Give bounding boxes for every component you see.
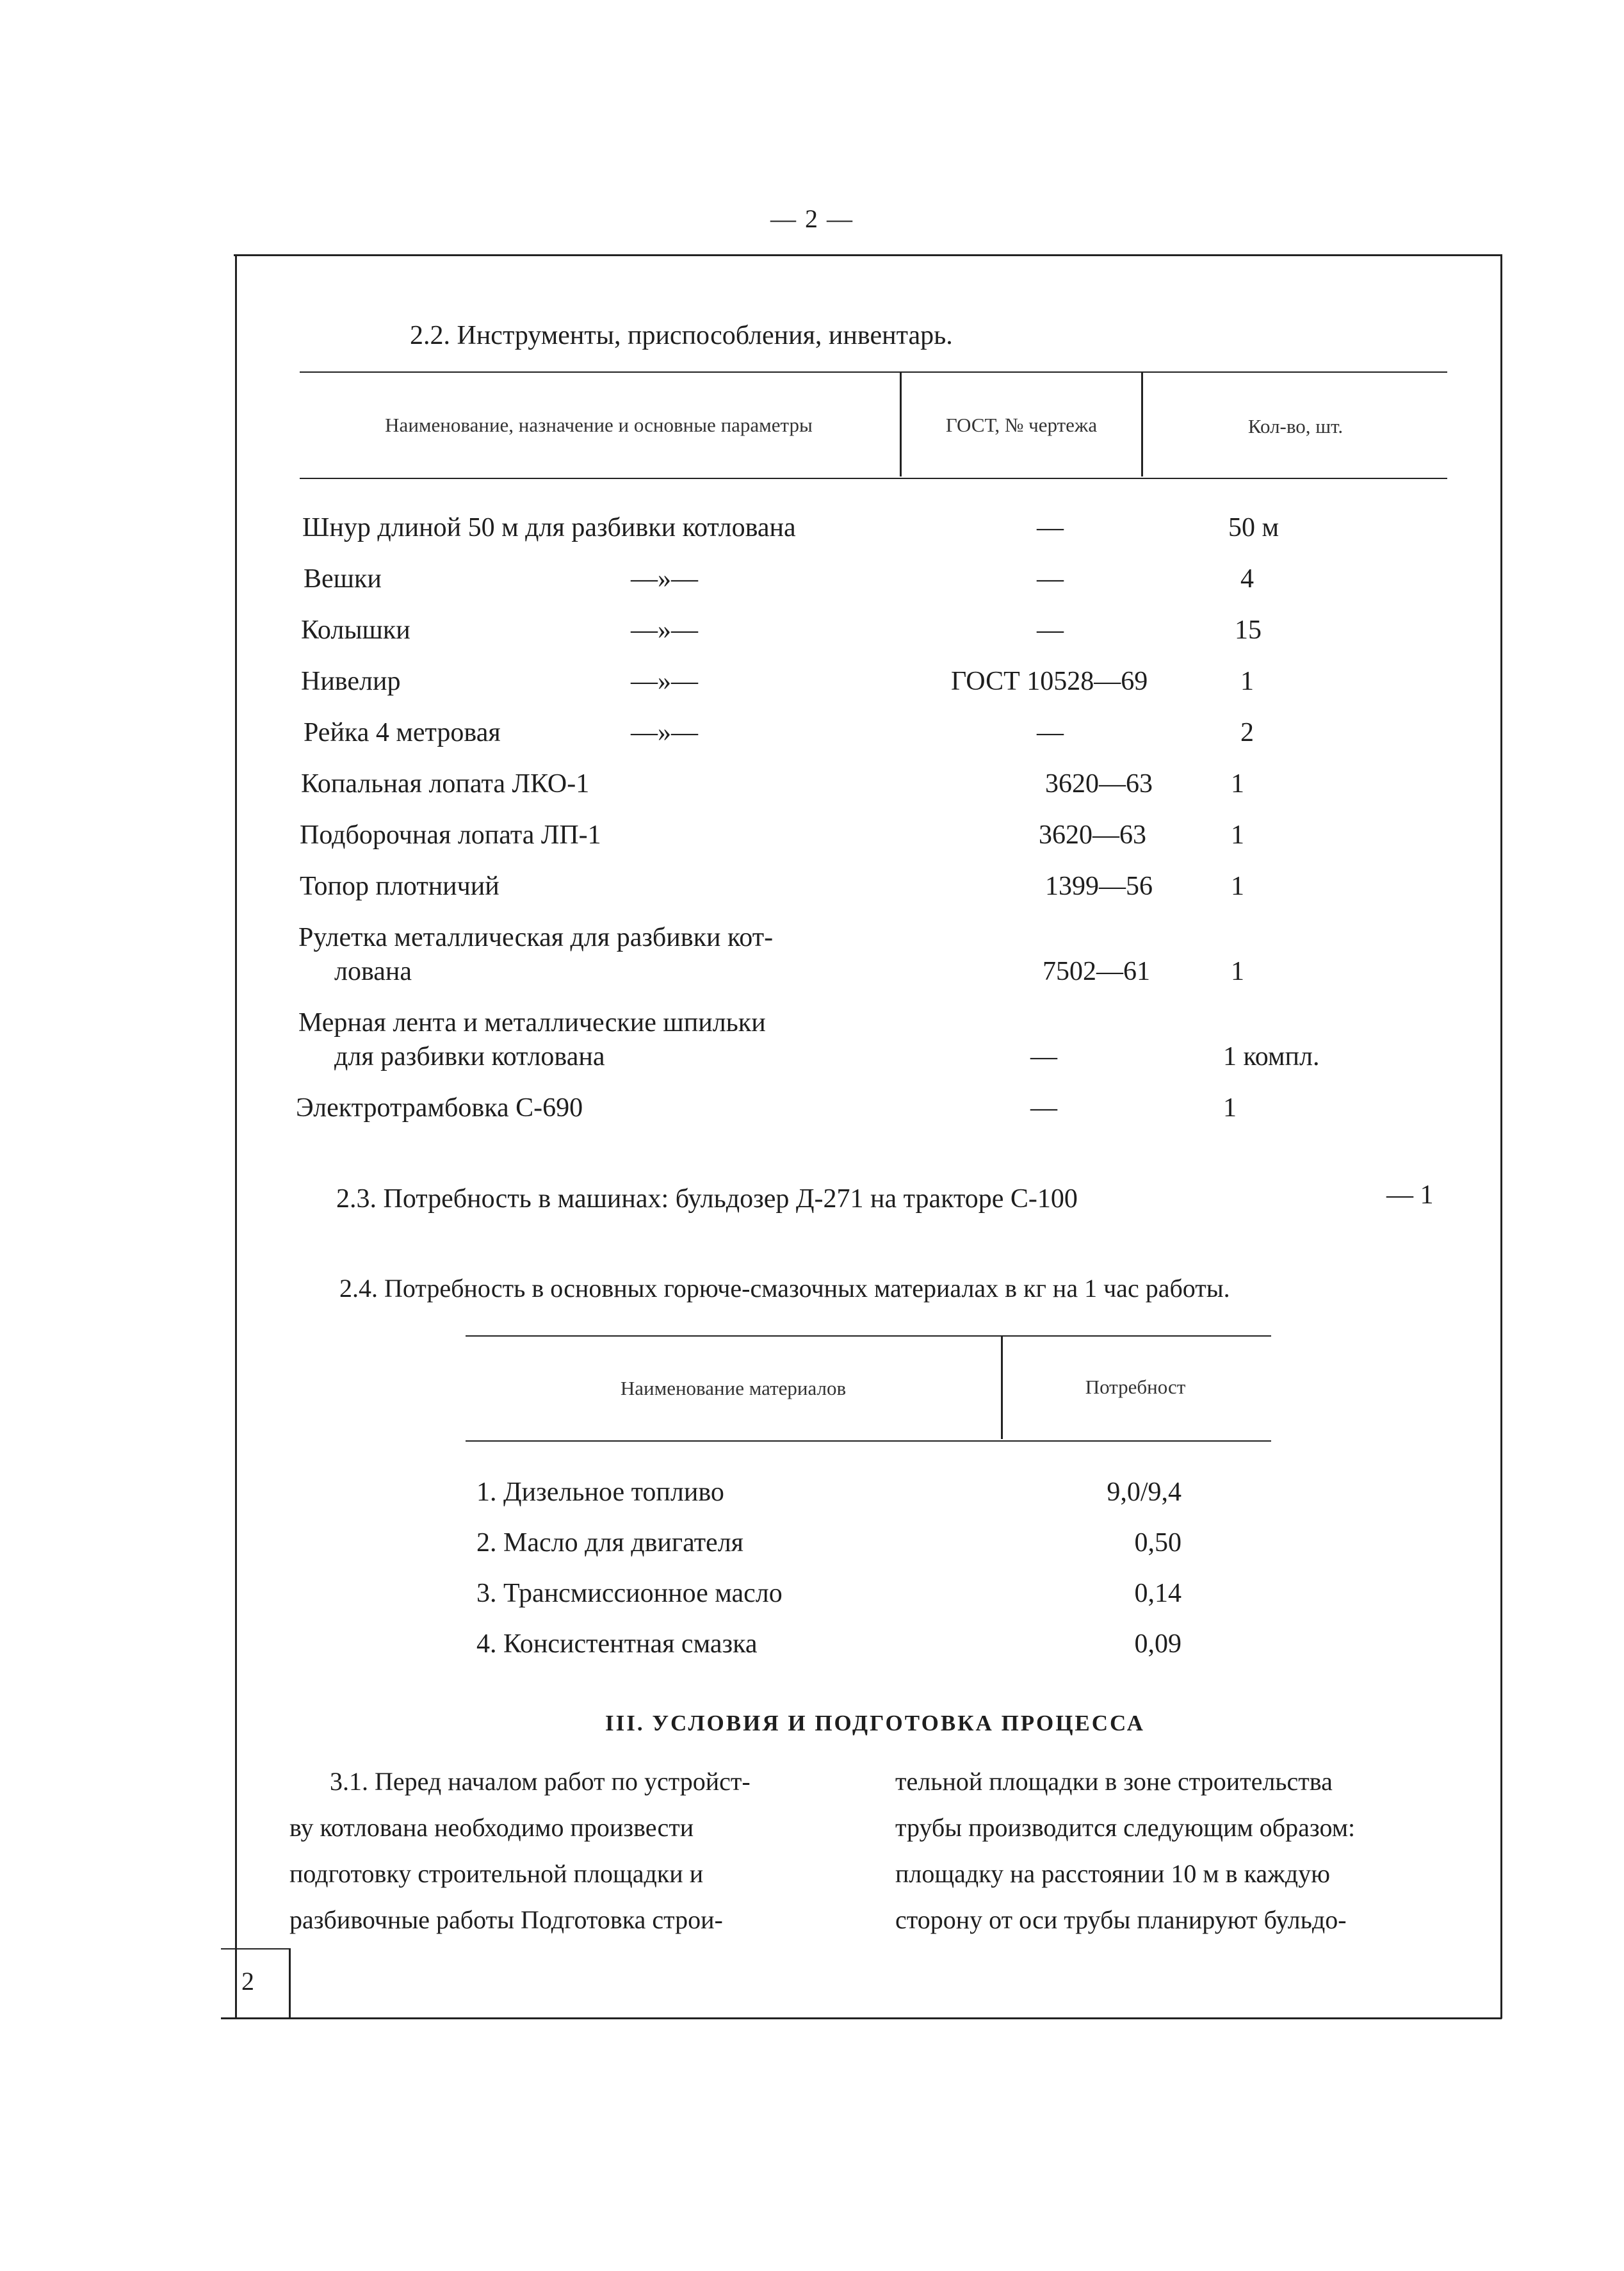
row-name: Мерная лента и металлические шпильки	[298, 1008, 766, 1038]
page-number: — 2 —	[770, 204, 854, 233]
para-left-line-4: разбивочные работы Подготовка строи-	[289, 1905, 723, 1934]
row-value: 0,50	[1134, 1528, 1181, 1558]
row-ditto: —»—	[631, 667, 698, 696]
row-name: 3. Трансмиссионное масло	[476, 1579, 783, 1608]
row-qty: 50 м	[1228, 513, 1279, 542]
row-name: Шнур длиной 50 м для разбивки котлована	[302, 513, 796, 542]
row-name: 1. Дизельное топливо	[476, 1477, 724, 1507]
para-left-line-2: ву котлована необходимо произвести	[289, 1813, 694, 1842]
row-value: 9,0/9,4	[1107, 1477, 1181, 1507]
row-gost: ГОСТ 10528—69	[951, 667, 1148, 696]
row-name: Вешки	[304, 564, 382, 594]
row-name-cont: лована	[334, 957, 412, 986]
row-ditto: —»—	[631, 718, 698, 747]
table1-header-name: Наименование, назначение и основные параметры	[385, 414, 813, 436]
section-2-4-heading: 2.4. Потребность в основных горюче-смазочных материалах в кг на 1 час работы.	[339, 1274, 1230, 1303]
row-name: 4. Консистентная смазка	[476, 1629, 758, 1659]
row-name: Подборочная лопата ЛП-1	[300, 820, 601, 850]
row-qty: 1 компл.	[1223, 1042, 1320, 1071]
table1-header-qty: Кол-во, шт.	[1247, 415, 1344, 437]
para-right-line-2: трубы производится следующим образом:	[895, 1813, 1356, 1842]
row-qty: 1	[1240, 667, 1254, 696]
row-name: Рулетка металлическая для разбивки кот-	[298, 923, 774, 952]
row-gost: —	[1037, 615, 1064, 645]
frame-top-border	[234, 254, 1502, 256]
row-gost: —	[1037, 513, 1064, 542]
table2-header-value: Потребност	[1085, 1376, 1186, 1398]
section-2-2-heading: 2.2. Инструменты, приспособления, инвентарь.	[410, 321, 953, 350]
row-qty: 1	[1223, 1093, 1237, 1123]
row-ditto: —»—	[631, 615, 698, 645]
table2-top-rule	[466, 1335, 1271, 1337]
para-right-line-4: сторону от оси трубы планируют бульдо-	[895, 1905, 1347, 1934]
row-value: 0,14	[1134, 1579, 1181, 1608]
table2-col-divider	[1001, 1337, 1003, 1439]
row-qty: 15	[1235, 615, 1262, 645]
frame-left-border	[235, 254, 237, 2019]
table1-header-rule	[300, 478, 1447, 479]
row-name: 2. Масло для двигателя	[476, 1528, 743, 1558]
row-gost: —	[1030, 1093, 1057, 1123]
para-right-line-1: тельной площадки в зоне строительства	[895, 1767, 1333, 1796]
section-2-3-text: 2.3. Потребность в машинах: бульдозер Д-271 на тракторе С-100	[336, 1184, 1078, 1214]
table1-top-rule	[300, 371, 1447, 373]
row-name: Электротрамбовка С-690	[296, 1093, 583, 1123]
row-qty: 1	[1231, 872, 1244, 901]
row-name: Колышки	[301, 615, 410, 645]
row-gost: 1399—56	[1045, 872, 1153, 901]
row-name: Нивелир	[301, 667, 401, 696]
row-qty: 1	[1231, 957, 1244, 986]
row-name: Рейка 4 метровая	[304, 718, 501, 747]
section-3-heading: III. УСЛОВИЯ И ПОДГОТОВКА ПРОЦЕССА	[605, 1711, 1145, 1736]
para-left-line-3: подготовку строительной площадки и	[289, 1859, 704, 1888]
table1-header-gost: ГОСТ, № чертежа	[945, 414, 1098, 436]
table1-col-divider-2	[1141, 373, 1143, 476]
para-right-line-3: площадку на расстоянии 10 м в каждую	[895, 1859, 1331, 1888]
frame-right-border	[1500, 254, 1502, 2019]
row-gost: 7502—61	[1043, 957, 1150, 986]
row-ditto: —»—	[631, 564, 698, 594]
row-name-cont: для разбивки котлована	[334, 1042, 605, 1071]
row-value: 0,09	[1134, 1629, 1181, 1659]
row-qty: 1	[1231, 820, 1244, 850]
row-gost: 3620—63	[1045, 769, 1153, 799]
row-gost: —	[1037, 718, 1064, 747]
footer-page-number: 2	[241, 1967, 254, 1996]
row-qty: 2	[1240, 718, 1254, 747]
table1-col-divider-1	[900, 373, 902, 476]
table2-header-rule	[466, 1440, 1271, 1442]
row-gost: —	[1030, 1042, 1057, 1071]
para-left-line-1: 3.1. Перед началом работ по устройст-	[330, 1767, 751, 1796]
row-gost: 3620—63	[1039, 820, 1146, 850]
section-2-3-qty: — 1	[1386, 1180, 1434, 1210]
row-gost: —	[1037, 564, 1064, 594]
row-name: Копальная лопата ЛКО-1	[301, 769, 590, 799]
table2-header-name: Наименование материалов	[620, 1377, 847, 1399]
frame-bottom-border	[221, 2017, 1502, 2019]
row-qty: 4	[1240, 564, 1254, 594]
row-qty: 1	[1231, 769, 1244, 799]
row-name: Топор плотничий	[300, 872, 499, 901]
